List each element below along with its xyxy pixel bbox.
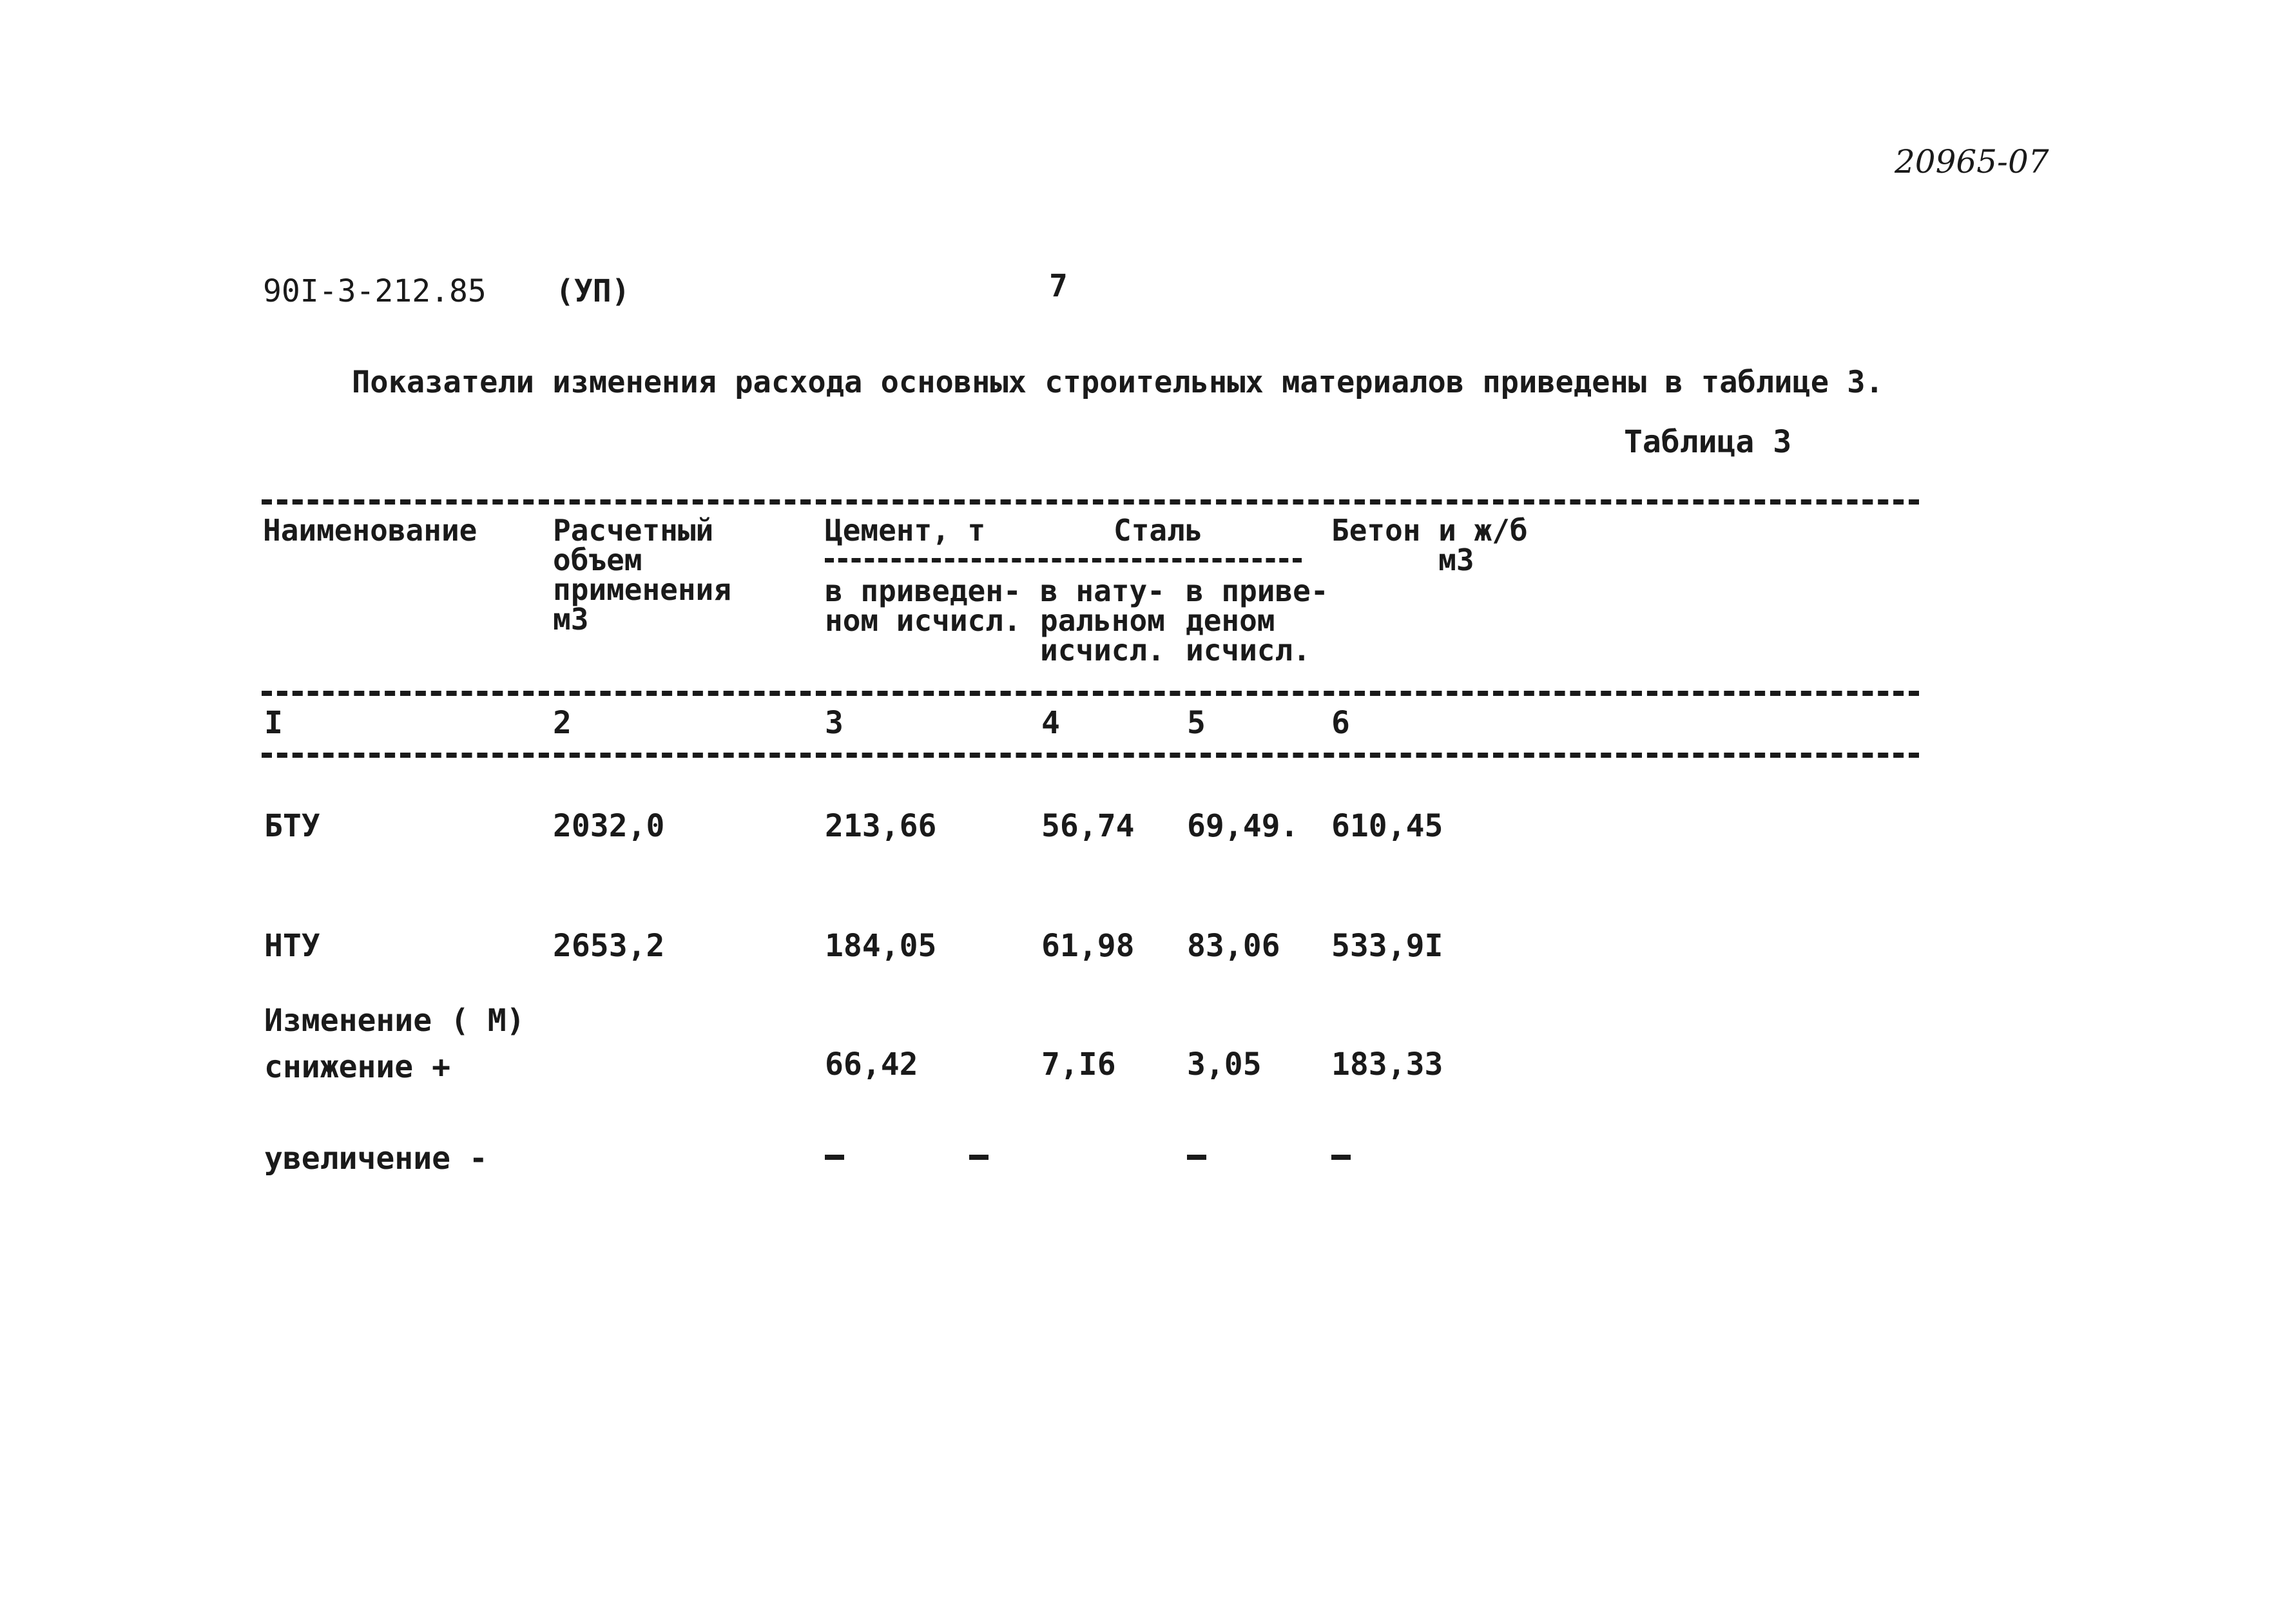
- page-number: 7: [1049, 268, 1068, 304]
- column-number-5: 5: [1187, 705, 1206, 741]
- row-steel-reduced: 69,49.: [1187, 808, 1299, 844]
- row-concrete: 610,45: [1331, 808, 1443, 844]
- change-label: Изменение ( М): [264, 1003, 525, 1039]
- intro-text: Показатели изменения расхода основных строительных материалов приведены в таблице 3.: [352, 365, 1884, 400]
- row-volume: 2653,2: [553, 928, 665, 964]
- increase-cement-dash: [825, 1155, 844, 1160]
- row-steel-natural: 61,98: [1041, 928, 1135, 964]
- column-number-3: 3: [825, 705, 844, 741]
- row-name: НТУ: [264, 928, 320, 964]
- column-number-1: I: [264, 705, 283, 741]
- table-label: Таблица 3: [1624, 424, 1792, 460]
- decrease-steel-reduced: 3,05: [1187, 1046, 1262, 1083]
- row-name: БТУ: [264, 808, 320, 844]
- header-bottom-rule: [262, 691, 1919, 696]
- document-suffix: (УП): [555, 273, 630, 309]
- column-number-4: 4: [1041, 705, 1060, 741]
- header-cement: Цемент, т: [825, 513, 986, 548]
- row-steel-reduced: 83,06: [1187, 928, 1280, 964]
- row-volume: 2032,0: [553, 808, 665, 844]
- increase-cement-dash-2: [969, 1155, 989, 1160]
- column-number-6: 6: [1331, 705, 1350, 741]
- handwritten-number: 20965-07: [1895, 143, 2049, 180]
- decrease-label: снижение +: [264, 1049, 450, 1085]
- row-steel-natural: 56,74: [1041, 808, 1135, 844]
- decrease-cement: 66,42: [825, 1046, 918, 1083]
- header-name: Наименование: [263, 513, 478, 548]
- increase-steel-reduced-dash: [1187, 1155, 1206, 1160]
- column-number-2: 2: [553, 705, 572, 741]
- header-steel: Сталь: [1114, 513, 1203, 548]
- header-cement-sub: в приведен- ном исчисл.: [825, 573, 1021, 638]
- table-top-rule: [262, 499, 1919, 505]
- increase-label: увеличение -: [264, 1141, 488, 1177]
- header-steel-reduced: в приве- деном исчисл.: [1186, 573, 1329, 668]
- cement-steel-subrule: [825, 558, 1302, 563]
- numbers-bottom-rule: [262, 753, 1919, 758]
- decrease-concrete: 183,33: [1331, 1046, 1443, 1083]
- increase-concrete-dash: [1331, 1155, 1351, 1160]
- row-cement: 213,66: [825, 808, 937, 844]
- decrease-steel-natural: 7,I6: [1041, 1046, 1116, 1083]
- header-steel-natural: в нату- ральном исчисл.: [1040, 573, 1165, 668]
- header-concrete: Бетон и ж/б м3: [1331, 513, 1528, 577]
- row-cement: 184,05: [825, 928, 937, 964]
- document-code: 90I-3-212.85: [263, 273, 487, 309]
- row-concrete: 533,9I: [1331, 928, 1443, 964]
- header-volume: Расчетный объем применения м3: [553, 513, 731, 637]
